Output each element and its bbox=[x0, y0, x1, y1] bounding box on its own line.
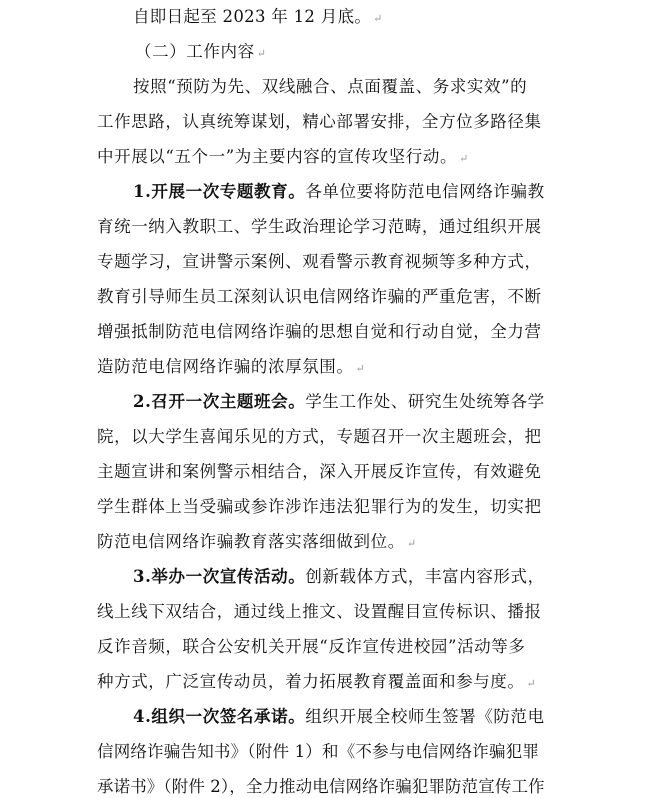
line-text: 自即日起至 2023 年 12 月底。 bbox=[133, 7, 372, 26]
line-text: 育统一纳入教职工、学生政治理论学习范畴，通过组织开展 bbox=[97, 217, 542, 236]
text-line-20 bbox=[97, 671, 536, 695]
item-heading: 4.组织一次签名承诺。 bbox=[133, 707, 306, 726]
line-text: 创新载体方式，丰富内容形式， bbox=[305, 567, 545, 586]
text-line-13 bbox=[97, 426, 542, 448]
text-line-8 bbox=[97, 251, 542, 273]
text-line-4 bbox=[97, 111, 542, 133]
line-text: （二）工作内容 bbox=[135, 42, 255, 61]
text-line-7 bbox=[97, 216, 542, 238]
line-text: 学生群体上当受骗或参诈涉诈违法犯罪行为的发生，切实把 bbox=[97, 497, 542, 516]
line-text: 信网络诈骗告知书》（附件 1）和《不参与电信网络诈骗犯罪 bbox=[97, 742, 540, 761]
paragraph-mark-icon: ↵ bbox=[355, 362, 366, 375]
line-text: 专题学习，宣讲警示案例、观看警示教育视频等多种方式， bbox=[97, 252, 542, 271]
text-line-1 bbox=[133, 6, 383, 30]
line-text: 中开展以“五个一”为主要内容的宣传攻坚行动。 bbox=[97, 147, 458, 166]
text-line-3 bbox=[133, 76, 527, 98]
item-3-heading-line bbox=[133, 566, 545, 588]
text-line-18 bbox=[97, 601, 542, 623]
item-2-heading-line bbox=[133, 391, 545, 413]
line-text: 增强抵制防范电信网络诈骗的思想自觉和行动自觉，全力营 bbox=[97, 322, 542, 341]
line-text: 工作思路，认真统筹谋划，精心部署安排，全方位多路径集 bbox=[97, 112, 542, 131]
item-heading: 3.举办一次宣传活动。 bbox=[133, 567, 306, 586]
line-text: 造防范电信网络诈骗的浓厚氛围。 bbox=[97, 357, 354, 376]
text-line-5 bbox=[97, 146, 469, 170]
line-text: 按照“预防为先、双线融合、点面覆盖、务求实效”的 bbox=[133, 77, 528, 96]
text-line-23 bbox=[97, 776, 545, 798]
item-4-heading-line bbox=[133, 706, 545, 728]
text-line-14 bbox=[97, 461, 542, 483]
line-text: 反诈音频，联合公安机关开展“反诈宣传进校园”活动等多 bbox=[97, 637, 526, 656]
text-line-22 bbox=[97, 741, 539, 763]
paragraph-mark-icon: ↵ bbox=[459, 152, 469, 165]
line-text: 承诺书》（附件 2），全力推动电信网络诈骗犯罪防范宣传工作 bbox=[97, 777, 545, 796]
item-heading: 1.开展一次专题教育。 bbox=[133, 182, 306, 201]
text-line-19 bbox=[97, 636, 525, 658]
text-line-16 bbox=[97, 531, 417, 555]
line-text: 线上线下双结合，通过线上推文、设置醒目宣传标识、播报 bbox=[97, 602, 542, 621]
item-heading: 2.召开一次主题班会。 bbox=[133, 392, 306, 411]
paragraph-mark-icon: ↵ bbox=[406, 537, 417, 550]
line-text: 防范电信网络诈骗教育落实落细做到位。 bbox=[97, 532, 405, 551]
line-text: 教育引导师生员工深刻认识电信网络诈骗的严重危害，不断 bbox=[97, 287, 542, 306]
line-text: 院，以大学生喜闻乐见的方式，专题召开一次主题班会，把 bbox=[97, 427, 542, 446]
paragraph-mark-icon: ↵ bbox=[373, 12, 383, 25]
section-heading bbox=[135, 41, 267, 65]
line-text: 组织开展全校师生签署《防范电 bbox=[305, 707, 545, 726]
paragraph-mark-icon: ↵ bbox=[526, 677, 537, 690]
line-text: 主题宣讲和案例警示相结合，深入开展反诈宣传，有效避免 bbox=[97, 462, 542, 481]
line-text: 各单位要将防范电信网络诈骗教 bbox=[305, 182, 545, 201]
line-text: 种方式，广泛宣传动员，着力拓展教育覆盖面和参与度。 bbox=[97, 672, 525, 691]
text-line-15 bbox=[97, 496, 542, 518]
text-line-10 bbox=[97, 321, 542, 343]
text-line-11 bbox=[97, 356, 365, 380]
text-line-9 bbox=[97, 286, 542, 308]
item-1-heading-line bbox=[133, 181, 545, 203]
paragraph-mark-icon: ↵ bbox=[256, 47, 267, 60]
line-text: 学生工作处、研究生处统筹各学 bbox=[305, 392, 545, 411]
